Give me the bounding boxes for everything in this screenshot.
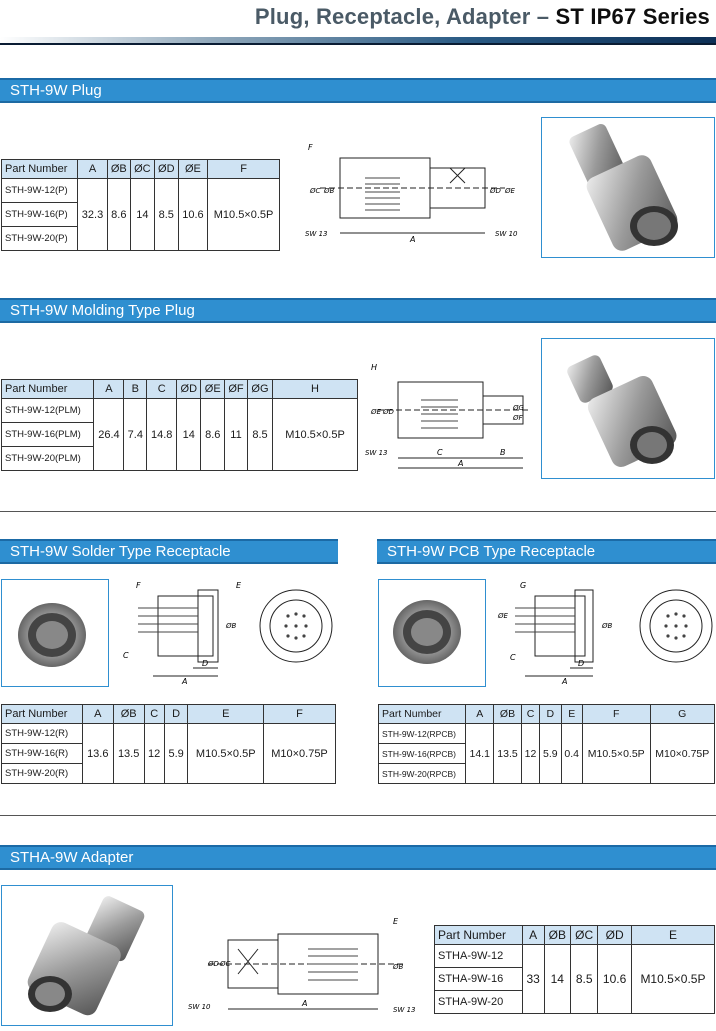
section-title-adapter: STHA-9W Adapter <box>0 845 716 870</box>
drawing-label: ØG <box>513 404 524 412</box>
col-header: E <box>561 705 582 724</box>
value-cell: 8.5 <box>571 945 598 1014</box>
col-header: ØC <box>571 926 598 945</box>
value-cell: 12 <box>521 724 539 784</box>
drawing-label: A <box>302 999 308 1008</box>
solder-receptacle-pin-layout <box>256 586 336 666</box>
adapter-photo <box>1 885 173 1026</box>
drawing-label: C <box>510 653 516 662</box>
value-cell: 14.8 <box>147 399 177 471</box>
drawing-label: A <box>458 459 464 468</box>
col-header: A <box>78 160 107 179</box>
solder-receptacle-spec-table <box>1 704 336 784</box>
col-header: ØB <box>544 926 570 945</box>
col-header: ØC <box>130 160 154 179</box>
title-dash: – <box>536 4 550 29</box>
part-number-cell: STH-9W-12(PLM) <box>2 399 94 423</box>
part-number-cell: STH-9W-20(R) <box>2 764 83 784</box>
value-cell: M10.5×0.5P <box>208 179 280 251</box>
col-header: E <box>188 705 264 724</box>
col-header: ØD <box>598 926 632 945</box>
col-header: A <box>82 705 113 724</box>
col-header: ØD <box>154 160 178 179</box>
drawing-label: ØB <box>602 622 613 630</box>
drawing-label: D <box>202 659 209 668</box>
drawing-label: ØB <box>226 622 237 630</box>
drawing-label: ØD <box>490 187 501 195</box>
value-cell: M10.5×0.5P <box>273 399 358 471</box>
part-number-cell: STH-9W-12(R) <box>2 724 83 744</box>
part-number-cell: STHA-9W-16 <box>435 968 523 991</box>
col-header: D <box>164 705 188 724</box>
col-header: ØB <box>113 705 144 724</box>
part-number-cell: STH-9W-12(P) <box>2 179 78 203</box>
drawing-label: G <box>520 581 527 590</box>
col-header: Part Number <box>2 705 83 724</box>
section-title-molding-plug: STH-9W Molding Type Plug <box>0 298 716 323</box>
col-header: B <box>124 380 147 399</box>
col-header: ØG <box>247 380 272 399</box>
part-number-cell: STH-9W-16(PLM) <box>2 423 94 447</box>
drawing-label: F <box>308 143 313 152</box>
molding-plug-technical-drawing <box>363 360 535 472</box>
value-cell: 13.5 <box>113 724 144 784</box>
drawing-label: SW 13 <box>365 449 388 457</box>
value-cell: 10.6 <box>178 179 207 251</box>
part-number-cell: STH-9W-16(R) <box>2 744 83 764</box>
col-header: Part Number <box>2 160 78 179</box>
value-cell: 5.9 <box>164 724 188 784</box>
plug-technical-drawing <box>300 138 530 248</box>
solder-receptacle-technical-drawing <box>118 578 248 688</box>
part-number-cell: STH-9W-12(RPCB) <box>379 724 466 744</box>
drawing-label: D <box>578 659 585 668</box>
value-cell: M10×0.75P <box>264 724 336 784</box>
drawing-label: E <box>393 917 399 926</box>
value-cell: 10.6 <box>598 945 632 1014</box>
col-header: C <box>521 705 539 724</box>
col-header: C <box>144 705 164 724</box>
section-title-pcb-receptacle: STH-9W PCB Type Receptacle <box>377 539 716 564</box>
drawing-label: SW 13 <box>393 1006 416 1014</box>
header-underline <box>0 43 716 45</box>
value-cell: 33 <box>522 945 544 1014</box>
col-header: A <box>522 926 544 945</box>
drawing-label: ØF <box>513 414 523 422</box>
col-header: C <box>147 380 177 399</box>
part-number-cell: STH-9W-20(RPCB) <box>379 764 466 784</box>
col-header: ØE <box>178 160 207 179</box>
value-cell: 8.5 <box>247 399 272 471</box>
col-header: ØF <box>225 380 248 399</box>
connector-molding-plug-photo <box>541 338 715 479</box>
drawing-label: F <box>136 581 141 590</box>
drawing-label: SW 10 <box>495 230 518 238</box>
title-series: ST IP67 Series <box>555 4 710 29</box>
drawing-label: A <box>562 677 568 686</box>
value-cell: 8.6 <box>201 399 225 471</box>
drawing-label: H <box>371 363 378 372</box>
col-header: ØB <box>107 160 130 179</box>
drawing-label: A <box>410 235 416 244</box>
drawing-label: ØC <box>220 960 231 968</box>
drawing-label: A <box>182 677 188 686</box>
col-header: F <box>582 705 650 724</box>
drawing-label: ØE <box>498 612 508 620</box>
value-cell: 8.5 <box>154 179 178 251</box>
drawing-label: ØD <box>383 408 394 416</box>
value-cell: 13.5 <box>494 724 522 784</box>
connector-plug-photo <box>541 117 715 258</box>
adapter-spec-table <box>434 925 715 1014</box>
section-divider <box>0 511 716 512</box>
drawing-label: ØB <box>324 187 335 195</box>
value-cell: M10.5×0.5P <box>188 724 264 784</box>
part-number-cell: STH-9W-20(PLM) <box>2 447 94 471</box>
value-cell: 5.9 <box>540 724 561 784</box>
molding-plug-spec-table <box>1 379 358 471</box>
drawing-label: E <box>236 581 242 590</box>
section-title-plug: STH-9W Plug <box>0 78 716 103</box>
col-header: D <box>540 705 561 724</box>
page-title <box>255 4 710 30</box>
part-number-cell: STHA-9W-20 <box>435 991 523 1014</box>
value-cell: M10×0.75P <box>650 724 714 784</box>
value-cell: 13.6 <box>82 724 113 784</box>
col-header: Part Number <box>2 380 94 399</box>
drawing-label: ØB <box>393 963 404 971</box>
drawing-label: ØD <box>208 960 219 968</box>
value-cell: M10.5×0.5P <box>631 945 714 1014</box>
col-header: A <box>466 705 494 724</box>
drawing-label: C <box>437 448 443 457</box>
value-cell: 14 <box>177 399 201 471</box>
value-cell: 14.1 <box>466 724 494 784</box>
section-divider <box>0 815 716 816</box>
pcb-receptacle-technical-drawing <box>490 578 620 688</box>
pcb-receptacle-photo <box>378 579 486 687</box>
col-header: ØD <box>177 380 201 399</box>
col-header: Part Number <box>379 705 466 724</box>
drawing-label: ØE <box>505 187 515 195</box>
part-number-cell: STH-9W-20(P) <box>2 227 78 251</box>
value-cell: 7.4 <box>124 399 147 471</box>
value-cell: 32.3 <box>78 179 107 251</box>
col-header: G <box>650 705 714 724</box>
drawing-label: B <box>500 448 506 457</box>
value-cell: 26.4 <box>94 399 124 471</box>
col-header: F <box>264 705 336 724</box>
plug-spec-table <box>1 159 280 251</box>
value-cell: 8.6 <box>107 179 130 251</box>
col-header: H <box>273 380 358 399</box>
section-title-solder-receptacle: STH-9W Solder Type Receptacle <box>0 539 338 564</box>
part-number-cell: STH-9W-16(RPCB) <box>379 744 466 764</box>
value-cell: 0.4 <box>561 724 582 784</box>
col-header: E <box>631 926 714 945</box>
value-cell: 14 <box>544 945 570 1014</box>
drawing-label: ØE <box>371 408 381 416</box>
pcb-receptacle-pin-layout <box>636 586 716 666</box>
value-cell: 11 <box>225 399 248 471</box>
col-header: A <box>94 380 124 399</box>
part-number-cell: STHA-9W-12 <box>435 945 523 968</box>
adapter-technical-drawing <box>188 914 428 1020</box>
drawing-label: ØC <box>310 187 321 195</box>
value-cell: M10.5×0.5P <box>582 724 650 784</box>
pcb-receptacle-spec-table <box>378 704 715 784</box>
col-header: Part Number <box>435 926 523 945</box>
part-number-cell: STH-9W-16(P) <box>2 203 78 227</box>
col-header: F <box>208 160 280 179</box>
drawing-label: SW 10 <box>188 1003 211 1011</box>
col-header: ØB <box>494 705 522 724</box>
drawing-label: SW 13 <box>305 230 328 238</box>
drawing-label: C <box>123 651 129 660</box>
value-cell: 14 <box>130 179 154 251</box>
solder-receptacle-photo <box>1 579 109 687</box>
title-prefix: Plug, Receptacle, Adapter <box>254 4 531 29</box>
value-cell: 12 <box>144 724 164 784</box>
col-header: ØE <box>201 380 225 399</box>
